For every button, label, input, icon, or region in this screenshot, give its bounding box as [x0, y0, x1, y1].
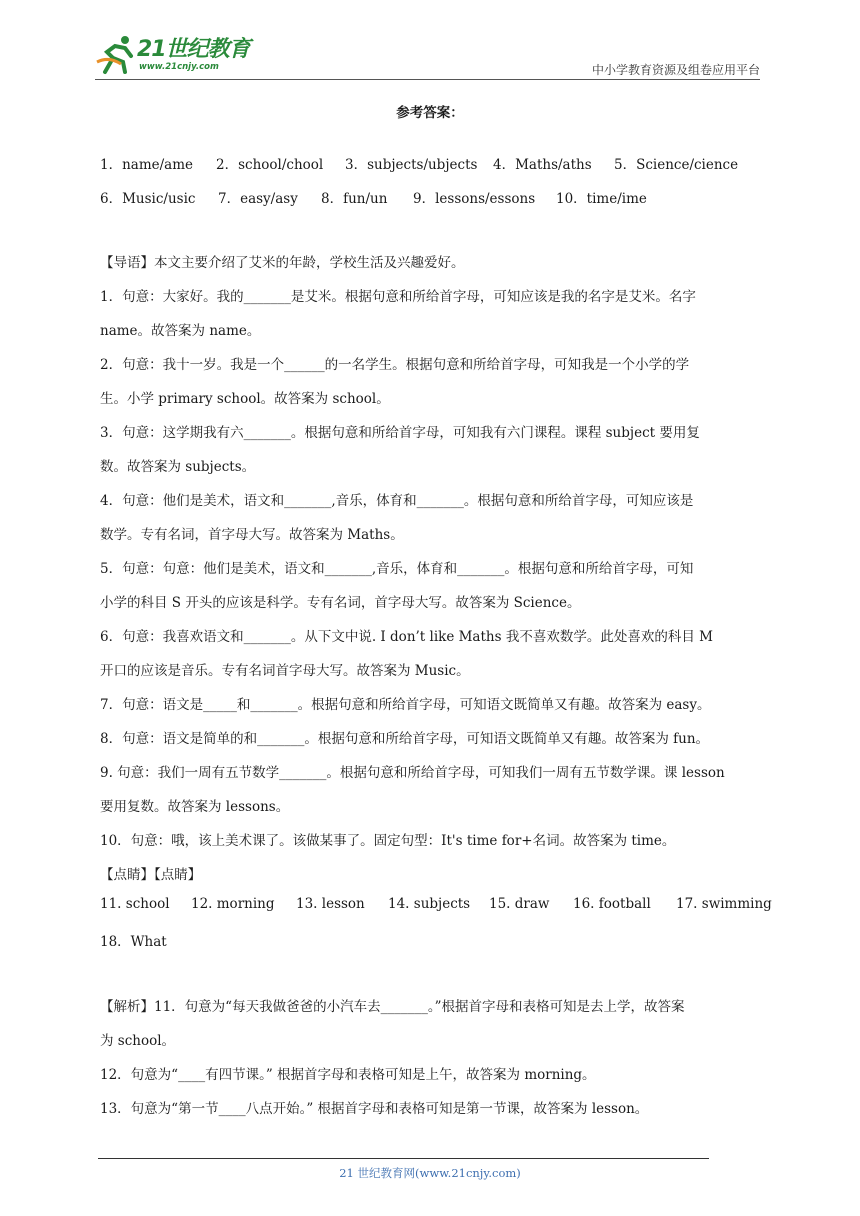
- text-line: 6．句意：我喜欢语文和_______。从下文中说. I don’t like Maths 我不喜欢数学。此处喜欢的科目 M: [100, 629, 713, 645]
- answer-item: 5．Science/cience: [614, 157, 739, 173]
- text-line: 2．句意：我十一岁。我是一个______的一名学生。根据句意和所给首字母，可知我是一个小学的学: [100, 357, 690, 373]
- answer-item: 7．easy/asy: [218, 191, 298, 207]
- answer-item: 12. morning: [191, 896, 275, 912]
- answer-item: 15. draw: [489, 896, 550, 912]
- text-line: 8．句意：语文是简单的和_______。根据句意和所给首字母，可知语文既简单又有趣。故答案为 fun。: [100, 731, 710, 747]
- text-line: 13．句意为“第一节____八点开始。” 根据首字母和表格可知是第一节课，故答案为 lesson。: [100, 1101, 649, 1117]
- answer-item: 11. school: [100, 896, 170, 912]
- answer-item: 1．name/ame: [100, 157, 194, 173]
- text-line: 3．句意：这学期我有六_______。根据句意和所给首字母，可知我有六门课程。课程 subject 要用复: [100, 425, 700, 441]
- answer-item: 18．What: [100, 934, 167, 950]
- text-line: 5．句意：句意：他们是美术，语文和_______,音乐，体育和_______。根据句意和所给首字母，可知: [100, 561, 694, 577]
- answer-item: 10．time/ime: [556, 191, 647, 207]
- footer-divider: [98, 1158, 709, 1159]
- text-line: 数。故答案为 subjects。: [100, 459, 256, 475]
- answer-item: 6．Music/usic: [100, 191, 196, 207]
- header-divider: [95, 79, 760, 80]
- answer-item: 16. football: [573, 896, 651, 912]
- text-line: 4．句意：他们是美术，语文和_______,音乐，体育和_______。根据句意和所给首字母，可知应该是: [100, 493, 694, 509]
- runner-logo-icon: [95, 32, 139, 76]
- answer-item: 8．fun/un: [321, 191, 388, 207]
- text-line: 【点睛】【点睛】: [100, 867, 202, 883]
- logo-url: www.21cnjy.com: [139, 62, 219, 72]
- platform-name: 中小学教育资源及组卷应用平台: [591, 63, 760, 77]
- page-header: [95, 30, 760, 80]
- page-title: 参考答案：: [396, 105, 464, 121]
- site-logo: [95, 32, 275, 76]
- text-line: 开口的应该是音乐。专有名词首字母大写。故答案为 Music。: [100, 663, 470, 679]
- answer-item: 3．subjects/ubjects: [345, 157, 478, 173]
- text-line: 数学。专有名词，首字母大写。故答案为 Maths。: [100, 527, 404, 543]
- text-line: 生。小学 primary school。故答案为 school。: [100, 391, 390, 407]
- answer-item: 17. swimming: [676, 896, 772, 912]
- text-line: 要用复数。故答案为 lessons。: [100, 799, 290, 815]
- page-footer: 21 世纪教育网(www.21cnjy.com): [339, 1166, 521, 1180]
- text-line: 12．句意为“____有四节课。” 根据首字母和表格可知是上午，故答案为 morning。: [100, 1067, 596, 1083]
- answer-item: 14. subjects: [388, 896, 471, 912]
- explanation-block: [100, 246, 762, 892]
- text-line: 10．句意：哦，该上美术课了。该做某事了。固定句型：It's time for+名词。故答案为 time。: [100, 833, 676, 849]
- text-line: 【解析】11．句意为“每天我做爸爸的小汽车去_______。”根据首字母和表格可知是去上学，故答案: [100, 999, 685, 1015]
- answer-item: 9．lessons/essons: [413, 191, 536, 207]
- text-line: 7．句意：语文是_____和_______。根据句意和所给首字母，可知语文既简单又有趣。故答案为 easy。: [100, 697, 711, 713]
- text-line: 为 school。: [100, 1033, 176, 1049]
- answer-item: 4．Maths/aths: [493, 157, 592, 173]
- answer-item: 2．school/chool: [216, 157, 324, 173]
- text-line: 【导语】本文主要介绍了艾米的年龄，学校生活及兴趣爱好。: [100, 255, 465, 271]
- text-line: 小学的科目 S 开头的应该是科学。专有名词，首字母大写。故答案为 Science。: [100, 595, 581, 611]
- text-line: 9. 句意：我们一周有五节数学_______。根据句意和所给首字母，可知我们一周有五节数学课。课 lesson: [100, 765, 725, 781]
- logo-text: 21世纪教育: [137, 37, 250, 62]
- text-line: 1．句意：大家好。我的_______是艾米。根据句意和所给首字母，可知应该是我的名字是艾米。名字: [100, 289, 696, 305]
- analysis-block: [100, 990, 762, 1126]
- text-line: name。故答案为 name。: [100, 323, 261, 339]
- answer-item: 13. lesson: [296, 896, 365, 912]
